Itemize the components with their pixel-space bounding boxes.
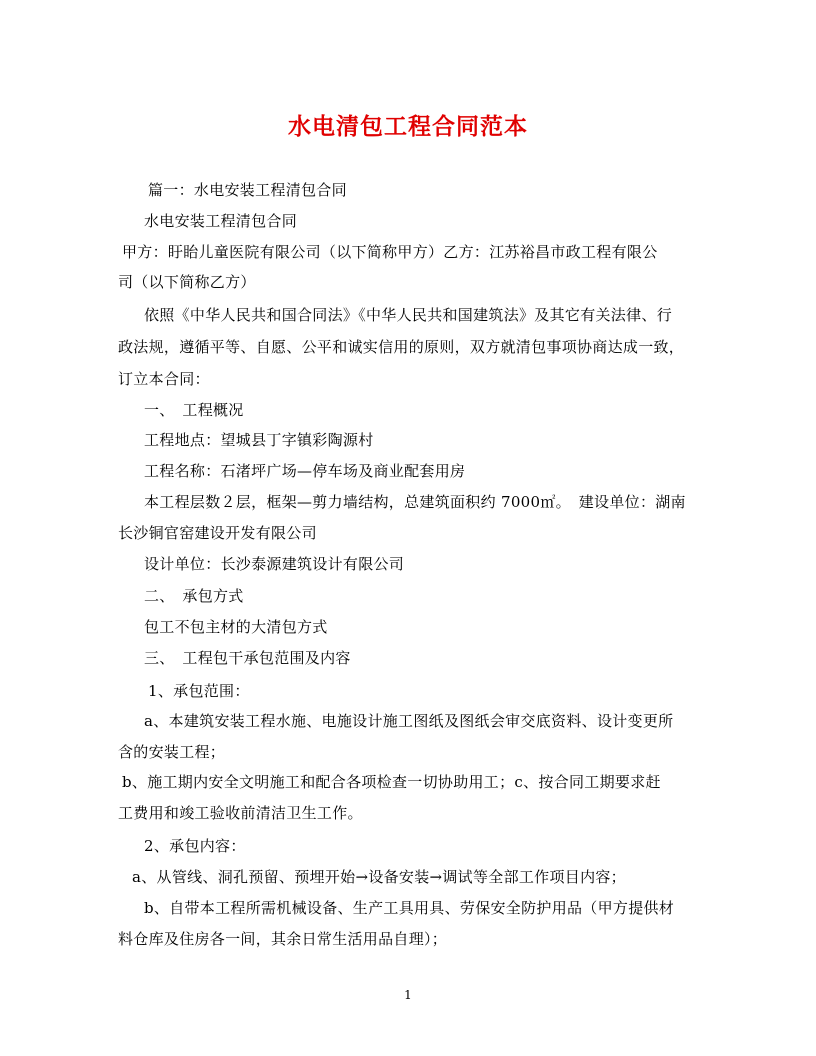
paragraph-line: 1、承包范围： — [148, 682, 250, 700]
paragraph-line: 含的安装工程； — [118, 743, 226, 761]
paragraph-line: 包工不包主材的大清包方式 — [144, 618, 328, 636]
paragraph-line: 设计单位：长沙泰源建筑设计有限公司 — [144, 555, 405, 573]
paragraph-line: 工程地点：望城县丁字镇彩陶源村 — [144, 431, 374, 449]
paragraph-line: 工程名称：石渚坪广场—停车场及商业配套用房 — [144, 462, 466, 480]
document-title: 水电清包工程合同范本 — [288, 113, 528, 140]
paragraph-line: b、施工期内安全文明施工和配合各项检查一切协助用工；c、按合同工期要求赶 — [122, 773, 661, 791]
paragraph-line: 工费用和竣工验收前清洁卫生工作。 — [118, 804, 363, 822]
paragraph-line: a、本建筑安装工程水施、电施设计施工图纸及图纸会审交底资料、设计变更所 — [144, 712, 674, 730]
page-number: 1 — [404, 988, 412, 1002]
paragraph-line: 司（以下简称乙方） — [118, 273, 256, 291]
paragraph-line: 甲方：盱眙儿童医院有限公司（以下简称甲方）乙方：江苏裕昌市政工程有限公 — [122, 243, 658, 261]
section-heading: 二、 承包方式 — [144, 587, 244, 605]
paragraph-line: 篇一：水电安装工程清包合同 — [148, 181, 347, 199]
paragraph-line: 2、承包内容： — [144, 837, 246, 855]
paragraph-line: 水电安装工程清包合同 — [144, 212, 298, 230]
paragraph-line: a、从管线、洞孔预留、预埋开始→设备安装→调试等全部工作项目内容； — [132, 868, 626, 886]
paragraph-line: 订立本合同： — [118, 370, 210, 388]
paragraph-line: 料仓库及住房各一间，其余日常生活用品自理）； — [118, 930, 448, 948]
paragraph-line: 依照《中华人民共和国合同法》《中华人民共和国建筑法》及其它有关法律、行 — [144, 306, 673, 324]
section-heading: 一、 工程概况 — [144, 401, 244, 419]
paragraph-line: 政法规，遵循平等、自愿、公平和诚实信用的原则，双方就清包事项协商达成一致， — [118, 338, 685, 356]
section-heading: 三、 工程包干承包范围及内容 — [144, 649, 351, 667]
paragraph-line: b、自带本工程所需机械设备、生产工具用具、劳保安全防护用品（甲方提供材 — [144, 899, 675, 917]
paragraph-line: 长沙铜官窑建设开发有限公司 — [118, 524, 317, 542]
paragraph-line: 本工程层数２层，框架—剪力墙结构，总建筑面积约 7000㎡。 建设单位：湖南 — [144, 493, 686, 511]
